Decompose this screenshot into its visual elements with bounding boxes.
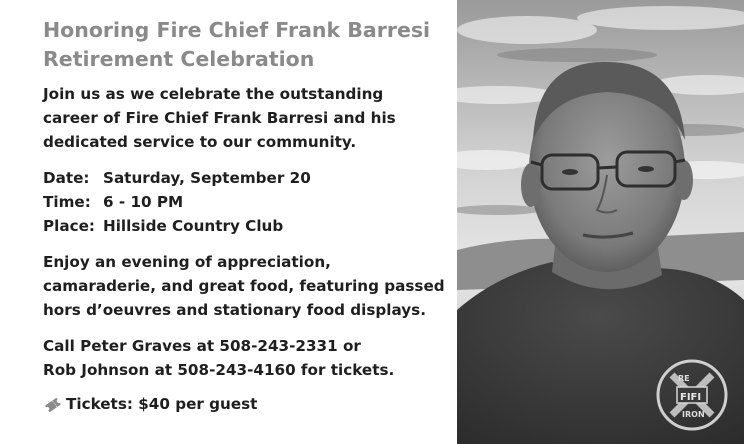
ticket-icon — [43, 396, 63, 412]
intro-line-2: career of Fire Chief Frank Barresi and his — [43, 109, 396, 127]
place-value: Hillside Country Club — [103, 217, 284, 235]
shirt-logo-text: IRON — [682, 410, 705, 419]
description-line-2: camaraderie, and great food, featuring passed — [43, 277, 445, 295]
date-value: Saturday, September 20 — [103, 169, 311, 187]
chief-portrait-image — [457, 0, 744, 444]
description-line-1: Enjoy an evening of appreciation, — [43, 253, 331, 271]
shirt-logo-text: FIFI — [680, 392, 702, 403]
time-row — [43, 190, 453, 214]
page-title — [43, 16, 453, 74]
contact-line-2: Rob Johnson at 508-243-4160 for tickets. — [43, 361, 395, 379]
place-label: Place: — [43, 217, 95, 235]
time-label: Time: — [43, 193, 91, 211]
title-line-1: Honoring Fire Chief Frank Barresi — [43, 18, 431, 42]
chief-photo — [457, 0, 744, 444]
flyer-text — [43, 16, 453, 416]
intro-line-3: dedicated service to our community. — [43, 133, 357, 151]
intro-line-1: Join us as we celebrate the outstanding — [43, 85, 384, 103]
shirt-logo-text: RE — [678, 374, 690, 383]
contact-line-1: Call Peter Graves at 508-243-2331 or — [43, 337, 361, 355]
title-line-2: Retirement Celebration — [43, 47, 315, 71]
event-details — [43, 166, 453, 238]
place-row — [43, 214, 453, 238]
time-value: 6 - 10 PM — [103, 193, 184, 211]
contact-paragraph — [43, 334, 453, 382]
intro-paragraph — [43, 82, 453, 154]
tickets-text: Tickets: $40 per guest — [66, 395, 258, 413]
date-label: Date: — [43, 169, 90, 187]
description-line-3: hors d’oeuvres and stationary food displays. — [43, 301, 426, 319]
date-row — [43, 166, 453, 190]
tickets-row — [43, 392, 453, 416]
description-paragraph — [43, 250, 453, 322]
